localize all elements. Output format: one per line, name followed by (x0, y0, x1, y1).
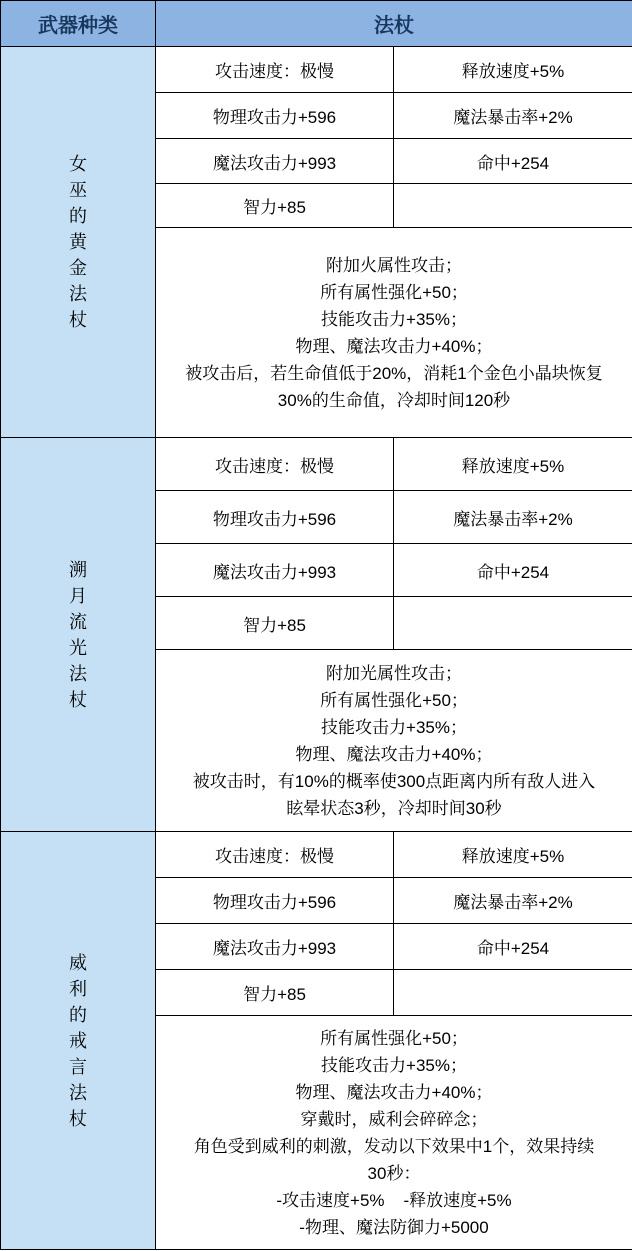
header-row (1, 1, 632, 47)
weapon-name-char: 法 (69, 663, 87, 684)
stat-cell: 释放速度+5% (394, 438, 632, 491)
weapon-name (1, 47, 156, 438)
weapon-name-char: 法 (69, 284, 87, 304)
weapon-name-char: 流 (69, 611, 87, 632)
weapon-name-char: 的 (69, 1004, 87, 1025)
effect-line: 技能攻击力+35%； (321, 1055, 467, 1075)
weapon-name-char: 威 (69, 952, 87, 973)
effect-line: 30秒： (367, 1163, 421, 1183)
weapon-name-char: 杖 (69, 310, 87, 330)
weapon-name-char: 月 (69, 585, 87, 606)
effect-line: 30%的生命值，冷却时间120秒 (277, 390, 511, 410)
effect-line: 技能攻击力+35%； (321, 309, 467, 329)
effect-line: 附加光属性攻击； (326, 663, 462, 683)
stat-cell: 释放速度+5% (394, 47, 632, 93)
stat-cell: 命中+254 (394, 544, 632, 597)
effect-line: 角色受到威利的刺激，发动以下效果中1个，效果持续 (193, 1136, 595, 1156)
effect-line: 穿戴时，威利会碎碎念； (300, 1109, 488, 1129)
stat-row (1, 832, 632, 878)
stat-cell: 魔法暴击率+2% (394, 878, 632, 924)
stat-cell: 智力+85 (156, 597, 394, 650)
weapon-name-char: 溯 (69, 559, 87, 580)
effect-line: 附加火属性攻击； (326, 255, 462, 275)
effect-line: 所有属性强化+50； (320, 282, 468, 302)
stat-cell: 物理攻击力+596 (156, 93, 394, 139)
stat-cell: 魔法攻击力+993 (156, 139, 394, 184)
effect-line: 物理、魔法攻击力+40%； (295, 1082, 493, 1102)
stat-cell: 魔法暴击率+2% (394, 491, 632, 544)
effect-line: 所有属性强化+50； (320, 1028, 468, 1048)
stat-cell: 命中+254 (394, 139, 632, 184)
weapon-name-char: 女 (69, 154, 87, 174)
stat-row (1, 438, 632, 491)
effect-line: 被攻击时，有10%的概率使300点距离内所有敌人进入 (192, 771, 596, 791)
effect-line: -物理、魔法防御力+5000 (299, 1217, 489, 1237)
effect-line: 物理、魔法攻击力+40%； (295, 336, 493, 356)
stat-row (1, 47, 632, 93)
effects-cell (156, 228, 632, 438)
stat-cell: 释放速度+5% (394, 832, 632, 878)
weapon-name-char: 黄 (69, 232, 87, 252)
stat-cell: 攻击速度：极慢 (156, 47, 394, 93)
effect-line: 被攻击后，若生命值低于20%，消耗1个金色小晶块恢复 (185, 363, 603, 383)
stat-cell: 命中+254 (394, 924, 632, 970)
weapon-name-char: 利 (69, 978, 87, 999)
stat-cell: 物理攻击力+596 (156, 878, 394, 924)
stat-cell: 攻击速度：极慢 (156, 438, 394, 491)
stat-cell: 魔法暴击率+2% (394, 93, 632, 139)
stat-cell (394, 970, 632, 1016)
stat-cell: 智力+85 (156, 970, 394, 1016)
effect-line: 眩晕状态3秒，冷却时间30秒 (286, 798, 502, 818)
weapon-name (1, 832, 156, 1250)
stat-cell (394, 184, 632, 228)
weapon-name-char: 巫 (69, 180, 87, 200)
weapon-name-char: 戒 (69, 1030, 87, 1051)
effects-cell (156, 1016, 632, 1250)
effects-cell (156, 650, 632, 832)
header-weapon-type: 武器种类 (1, 1, 156, 47)
effect-line: 技能攻击力+35%； (321, 717, 467, 737)
stat-cell: 智力+85 (156, 184, 394, 228)
weapon-name-char: 金 (69, 258, 87, 278)
effect-line: -攻击速度+5% -释放速度+5% (276, 1190, 512, 1210)
weapon-name-char: 法 (69, 1082, 87, 1103)
weapon-name (1, 438, 156, 832)
weapon-name-char: 杖 (69, 1108, 87, 1129)
stat-cell: 攻击速度：极慢 (156, 832, 394, 878)
stat-cell: 物理攻击力+596 (156, 491, 394, 544)
stat-cell (394, 597, 632, 650)
header-staff: 法杖 (156, 1, 632, 47)
effect-line: 物理、魔法攻击力+40%； (295, 744, 493, 764)
stat-cell: 魔法攻击力+993 (156, 544, 394, 597)
weapon-name-char: 言 (69, 1056, 87, 1077)
weapon-name-char: 的 (69, 206, 87, 226)
stat-cell: 魔法攻击力+993 (156, 924, 394, 970)
effect-line: 所有属性强化+50； (320, 690, 468, 710)
weapon-name-char: 光 (69, 637, 87, 658)
weapon-name-char: 杖 (69, 689, 87, 710)
